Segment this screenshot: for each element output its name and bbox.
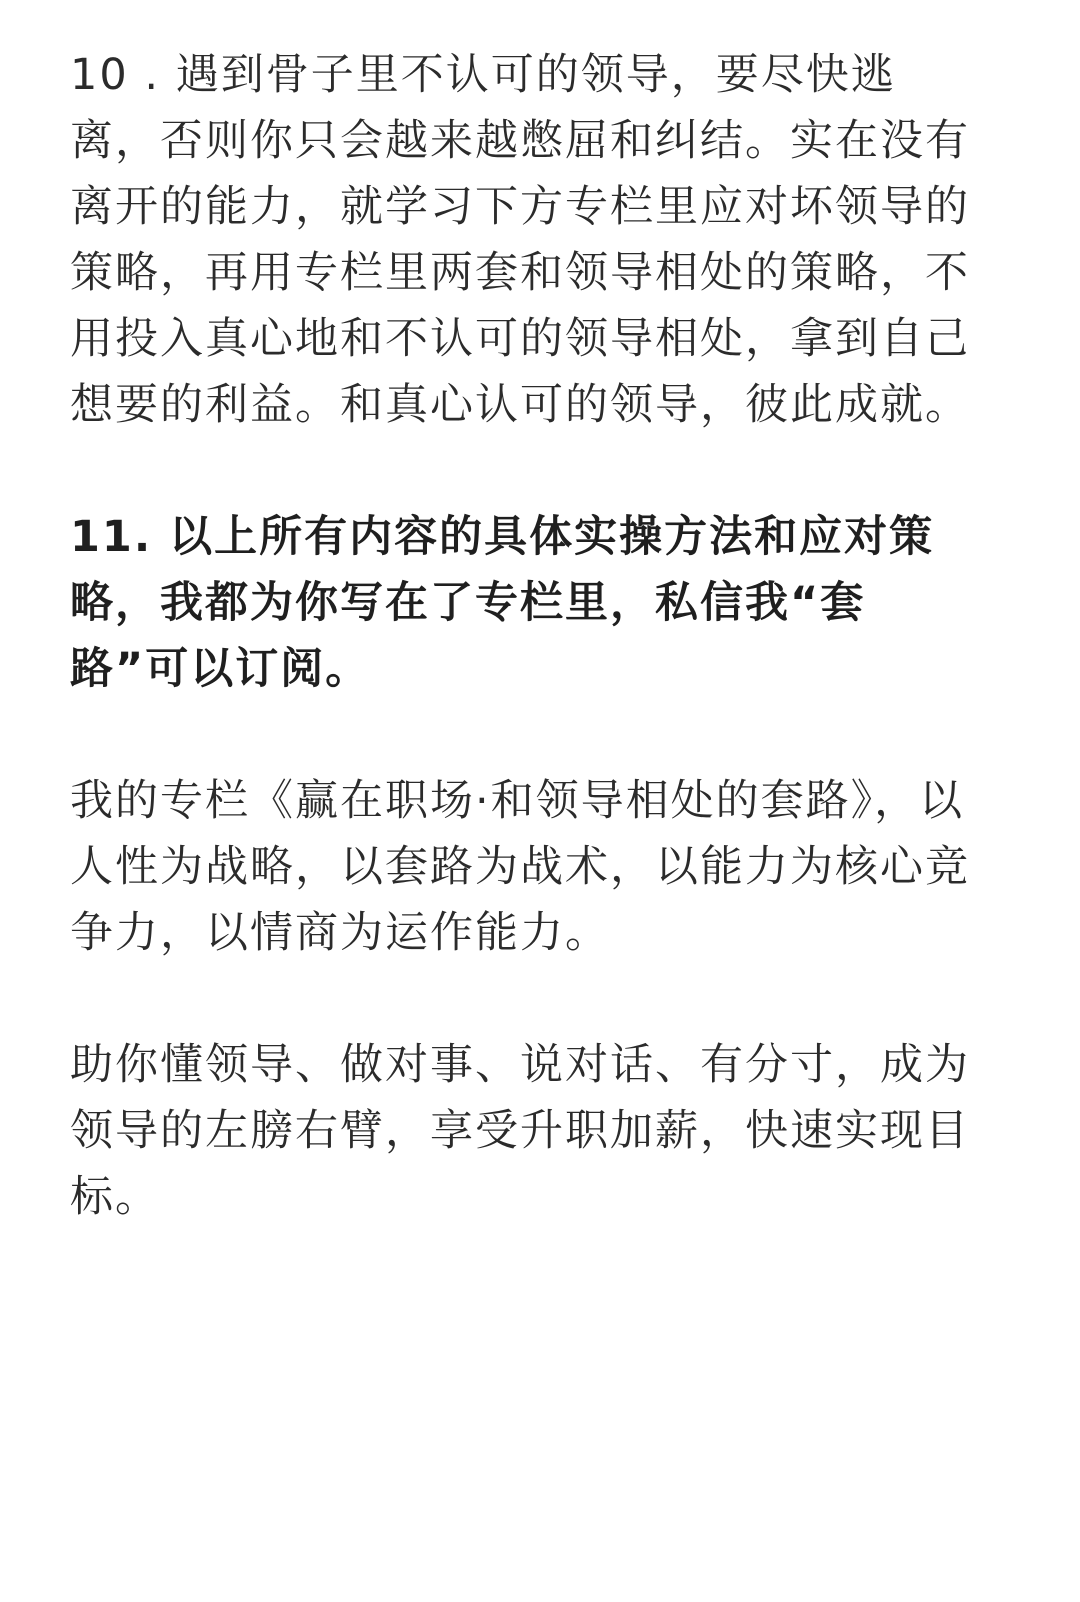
paragraph-spacer	[70, 438, 970, 504]
paragraph-column-benefits: 助你懂领导、做对事、说对话、有分寸，成为领导的左膀右臂，享受升职加薪，快速实现目标。	[70, 1040, 970, 1222]
paragraph-point-11: 11. 以上所有内容的具体实操方法和应对策略，我都为你写在了专栏里，私信我“套路”可以订阅。	[70, 512, 935, 694]
paragraph-spacer	[70, 966, 970, 1032]
paragraph-point-10: 10 . 遇到骨子里不认可的领导，要尽快逃离，否则你只会越来越憋屈和纠结。实在没有离开的能力，就学习下方专栏里应对坏领导的策略，再用专栏里两套和领导相处的策略，不用投入真心地和不认可的领导相处，拿到自己想要的利益。和真心认可的领导，彼此成就。	[70, 50, 970, 430]
article-body	[70, 42, 970, 1230]
paragraph-column-intro: 我的专栏《赢在职场·和领导相处的套路》，以人性为战略，以套路为战术，以能力为核心竞争力，以情商为运作能力。	[70, 776, 970, 958]
paragraph-spacer	[70, 702, 970, 768]
